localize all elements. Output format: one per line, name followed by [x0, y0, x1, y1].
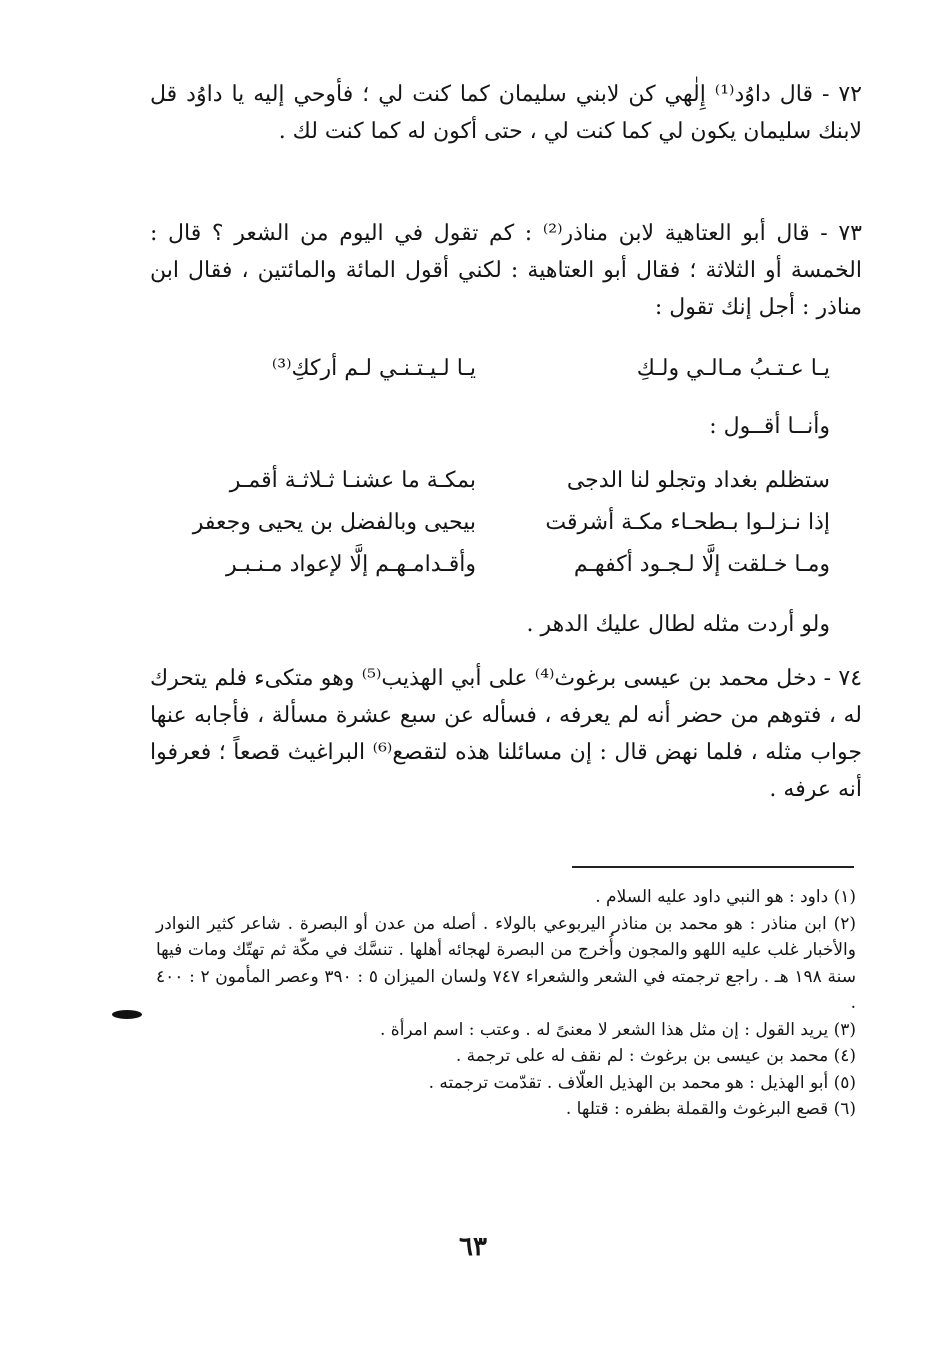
- footnote-6: (٦) قصع البرغوث والقملة بظفره : قتلها .: [565, 1099, 856, 1119]
- verse-1-left-hemistich: يـا لـيـتـنـي لـم أرككِ⁽³⁾: [271, 356, 476, 381]
- poem-intro: وأنــا أقــول :: [709, 414, 830, 439]
- footnotes: [156, 884, 856, 1123]
- verse-2-left-hemistich: بمكـة ما عشنـا ثـلاثـة أقمـر: [229, 468, 476, 493]
- verse-1-right-hemistich: يـا عـتـبُ مـالـي ولـكِ: [636, 356, 830, 381]
- ink-smudge: [112, 1010, 142, 1019]
- paragraph-73: ٧٣ - قال أبو العتاهية لابن مناذر⁽²⁾ : كم تقول في اليوم من الشعر ؟ قال : الخمسة أو الثلاثة ؛ فقال أبو العتاهية : لكني أقول المائة والمائتين ، فقال ابن مناذر : أجل إنك تقول :: [150, 221, 862, 320]
- paragraph-74: ٧٤ - دخل محمد بن عيسى برغوث⁽⁴⁾ على أبي الهذيب⁽⁵⁾ وهو متكىء فلم يتحرك له ، فتوهم من حضر أنه لم يعرفه ، فسأله عن سبع عشرة مسألة ، فأجابه عنها جواب مثله ، فلما نهض قال : إن مسائلنا هذه لتقصع⁽⁶⁾ البراغيث قصعاً ؛ فعرفوا أنه عرفه .: [150, 666, 863, 802]
- page-number: ٦٣: [459, 1232, 487, 1262]
- footnote-1: (١) داود : هو النبي داود عليه السلام .: [595, 887, 856, 907]
- verse-2-right-hemistich: ستظلم بغداد وتجلو لنا الدجى: [566, 468, 830, 493]
- paragraph-73-ending: ولو أردت مثله لطال عليك الدهر .: [526, 612, 830, 637]
- verse-3-right-hemistich: إذا نـزلـوا بـطحـاء مكـة أشرقت: [545, 510, 830, 535]
- footnote-3: (٣) يريد القول : إن مثل هذا الشعر لا معنىً له . وعتب : اسم امرأة .: [379, 1019, 856, 1040]
- verse-3-left-hemistich: بيحيى وبالفضل بن يحيى وجعفر: [192, 510, 476, 535]
- paragraph-72: ٧٢ - قال داوُد⁽¹⁾ إِلٰهي كن لابني سليمان كما كنت لي ؛ فأوحي إليه يا داوُد قل لابنك سليمان يكون لي كما كنت لي ، حتى أكون له كما كنت لك .: [150, 82, 862, 144]
- footnote-5: (٥) أبو الهذيل : هو محمد بن الهذيل العلّاف . تقدّمت ترجمته .: [428, 1072, 856, 1093]
- footnote-4: (٤) محمد بن عيسى بن برغوث : لم نقف له على ترجمة .: [455, 1046, 856, 1066]
- verse-4-left-hemistich: وأقـدامـهـم إلَّا لإعواد مـنـبـر: [226, 552, 476, 577]
- verse-4-right-hemistich: ومـا خـلقت إلَّا لـجـود أكفهـم: [573, 552, 830, 577]
- footnote-2: (٢) ابن مناذر : هو محمد بن مناذر اليربوعي بالولاء . أصله من عدن أو البصرة . شاعر كثير النوادر والأخبار غلب عليه اللهو والمجون وأُخرج من البصرة لهجائه أهلها . تنسَّك في مكّة ثم تهتّك ومات فيها سنة ١٩٨ هـ . راجع ترجمته في الشعر والشعراء ٧٤٧ ولسان الميزان ٥ : ٣٩٠ وعصر المأمون ٢ : ٤٠٠ .: [156, 913, 856, 1013]
- footnote-separator: [572, 866, 854, 868]
